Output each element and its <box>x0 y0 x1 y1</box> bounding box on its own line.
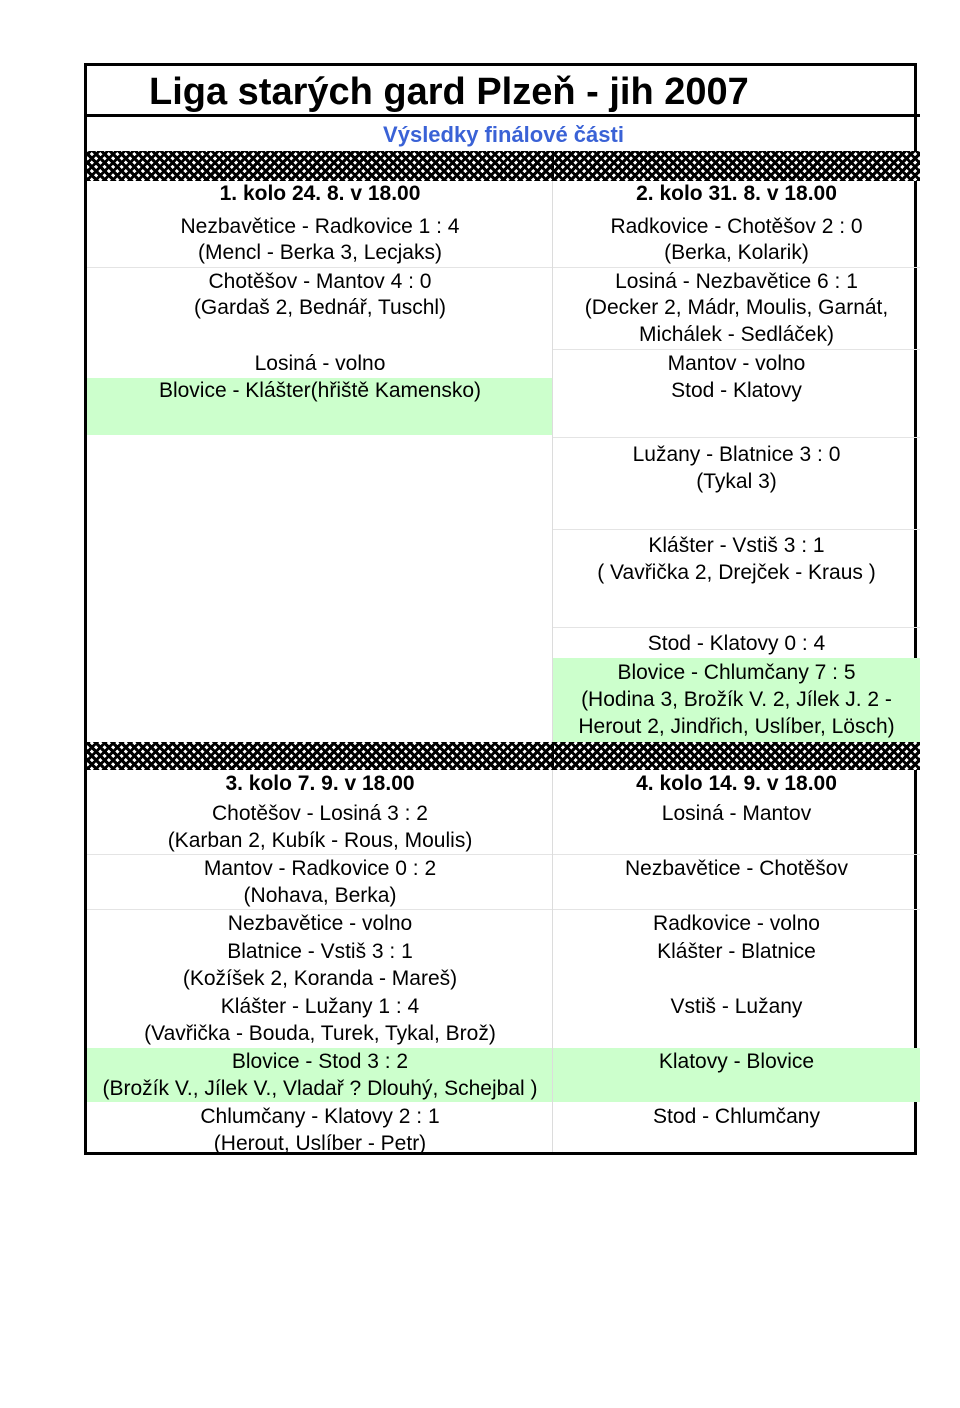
match-row: Klášter - Lužany 1 : 4 <box>220 995 420 1018</box>
row-divider <box>87 854 553 855</box>
match-row: Klášter - Blatnice <box>657 940 816 963</box>
row-divider <box>553 854 920 855</box>
row-divider <box>553 529 920 530</box>
row-divider <box>553 909 920 910</box>
row-divider <box>553 627 920 628</box>
decorative-pattern-band <box>87 742 920 770</box>
scorers-row: (Gardaš 2, Bednář, Tuschl) <box>193 296 447 319</box>
row-divider <box>87 267 553 268</box>
results-sheet <box>84 63 917 1155</box>
scorers-row: (Herout, Uslíber - Petr) <box>213 1132 427 1155</box>
row-divider <box>87 909 553 910</box>
match-row-highlighted: Blovice - Klášter(hřiště Kamensko) <box>87 378 553 435</box>
row-divider <box>553 267 920 268</box>
match-row: Chotěšov - Mantov 4 : 0 <box>208 270 432 293</box>
match-row: Blatnice - Vstiš 3 : 1 <box>227 940 413 963</box>
scorers-row: (Berka, Kolarik) <box>664 241 809 264</box>
match-row: Radkovice - Chotěšov 2 : 0 <box>610 215 863 238</box>
scorers-row: (Nohava, Berka) <box>243 884 397 907</box>
match-row: Klášter - Vstiš 3 : 1 <box>648 534 825 557</box>
match-row: Nezbavětice - volno <box>227 912 413 935</box>
column-divider <box>552 181 553 744</box>
row-divider <box>553 349 920 350</box>
match-row: Klatovy - Blovice <box>658 1050 815 1073</box>
match-row: Nezbavětice - Radkovice 1 : 4 <box>180 215 460 238</box>
page-subtitle: Výsledky finálové části <box>383 122 624 147</box>
scorers-row: (Kožíšek 2, Koranda - Mareš) <box>182 967 458 990</box>
scorers-row: ( Vavřička 2, Drejček - Kraus ) <box>597 561 876 584</box>
scorers-row: Michálek - Sedláček) <box>639 323 834 346</box>
match-row: Mantov - volno <box>667 352 806 375</box>
match-row: Chotěšov - Losiná 3 : 2 <box>212 802 428 825</box>
match-row: Stod - Chlumčany <box>653 1105 820 1128</box>
scorers-row: (Hodina 3, Brožík V. 2, Jílek J. 2 - <box>581 688 892 711</box>
scorers-row: (Vavřička - Bouda, Turek, Tykal, Brož) <box>144 1022 496 1045</box>
round2-heading: 2. kolo 31. 8. v 18.00 <box>636 182 837 205</box>
match-row: Blovice - Chlumčany 7 : 5 <box>617 661 856 684</box>
scorers-row: Herout 2, Jindřich, Uslíber, Lösch) <box>578 715 895 738</box>
match-row: Stod - Klatovy 0 : 4 <box>647 632 826 655</box>
round3-heading: 3. kolo 7. 9. v 18.00 <box>225 772 415 795</box>
column-divider <box>552 742 554 770</box>
page-title: Liga starých gard Plzeň - jih 2007 <box>87 67 920 117</box>
scorers-row: (Karban 2, Kubík - Rous, Moulis) <box>167 829 473 852</box>
match-row: Mantov - Radkovice 0 : 2 <box>203 857 437 880</box>
scorers-row: (Tykal 3) <box>696 470 777 493</box>
match-row: Blovice - Stod 3 : 2 <box>231 1050 409 1073</box>
match-row: Radkovice - volno <box>653 912 820 935</box>
decorative-pattern-band <box>87 151 920 181</box>
match-row: Nezbavětice - Chotěšov <box>625 857 848 880</box>
match-row: Lužany - Blatnice 3 : 0 <box>632 443 841 466</box>
scorers-row: (Brožík V., Jílek V., Vladař ? Dlouhý, Schejbal ) <box>102 1077 538 1100</box>
column-divider <box>552 770 553 1152</box>
match-row: Losiná - volno <box>254 352 386 375</box>
scorers-row: (Decker 2, Mádr, Moulis, Garnát, <box>584 296 889 319</box>
match-row: Vstiš - Lužany <box>670 995 803 1018</box>
column-divider <box>552 151 554 181</box>
match-row: Stod - Klatovy <box>671 379 802 402</box>
match-row: Chlumčany - Klatovy 2 : 1 <box>200 1105 440 1128</box>
round4-heading: 4. kolo 14. 9. v 18.00 <box>636 772 837 795</box>
match-row: Losiná - Nezbavětice 6 : 1 <box>615 270 858 293</box>
match-row: Losiná - Mantov <box>661 802 812 825</box>
scorers-row: (Mencl - Berka 3, Lecjaks) <box>198 241 442 264</box>
round1-heading: 1. kolo 24. 8. v 18.00 <box>219 182 421 205</box>
row-divider <box>553 437 920 438</box>
